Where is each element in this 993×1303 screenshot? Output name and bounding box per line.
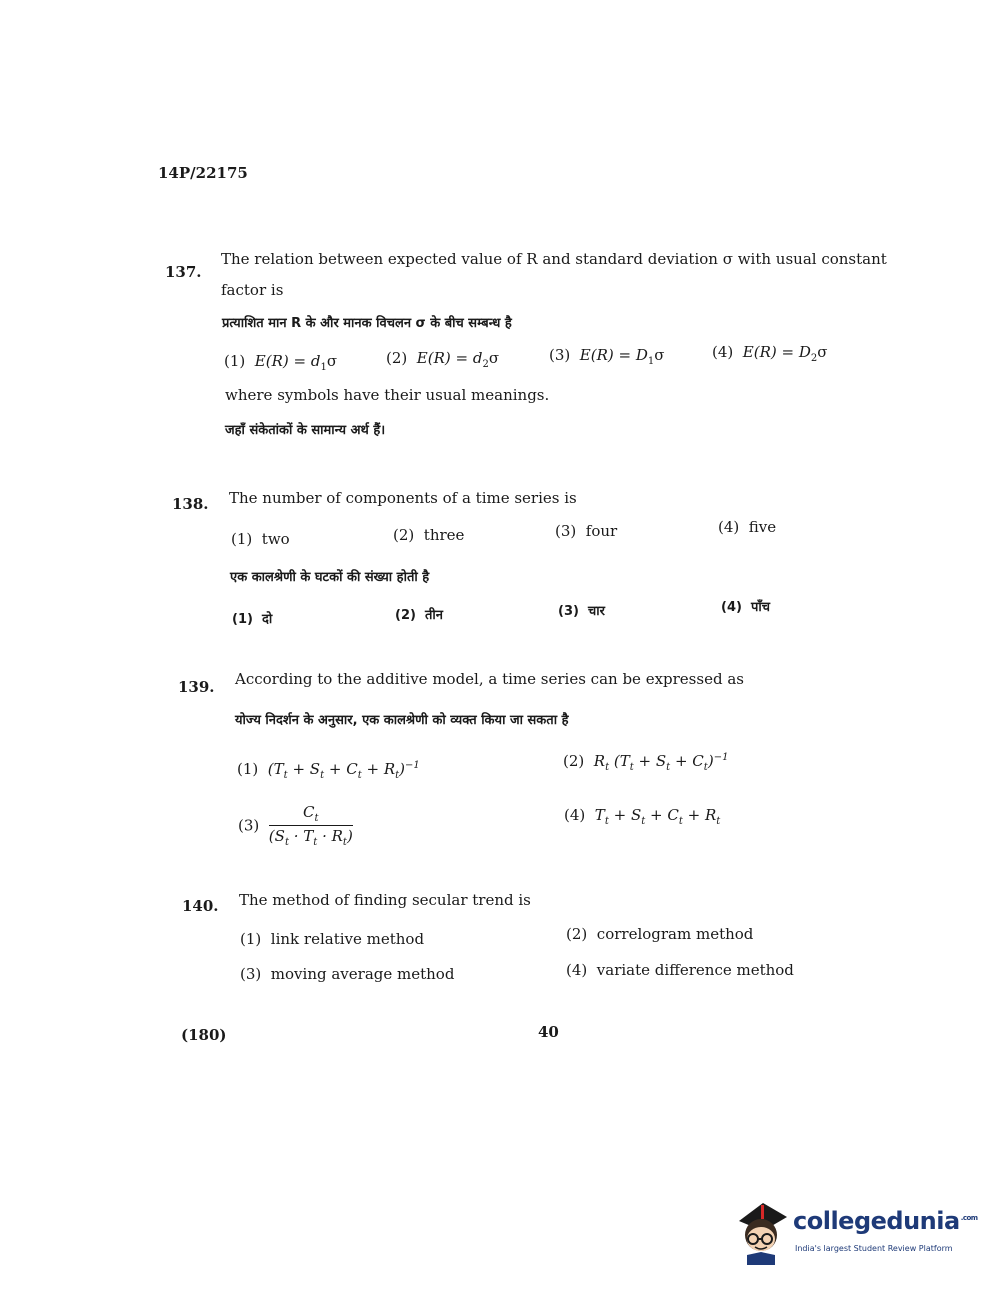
question-number-138: 138. [172,495,209,513]
option-number: (2) [566,925,588,943]
option-sub: 1 [647,356,655,367]
q138-option-hindi-4 [721,597,770,615]
option-expr: E(R) = D [579,346,648,364]
question-number-139: 139. [178,678,215,696]
q139-option-4 [564,806,720,827]
q138-option-hindi-2 [395,605,443,623]
question-137-text-line1: The relation between expected value of R and standard deviation σ with usual constant [221,250,887,268]
option-sub: 1 [320,362,327,373]
option-text: चार [588,604,605,619]
question-140-text: The method of finding secular trend is [239,891,531,909]
logo-suffix: .com [960,1214,978,1222]
collegedunia-logo [733,1195,978,1270]
q139-option-1 [237,760,420,781]
q138-option-hindi-1 [232,609,272,627]
q140-option-1 [240,930,424,948]
option-number: (1) [232,612,253,627]
option-number: (1) [231,530,253,548]
q139-option-3 [238,803,353,848]
question-138-text-hindi: एक कालश्रेणी के घटकों की संख्या होती है [230,570,430,585]
option-number: (3) [549,346,571,364]
question-139-text: According to the additive model, a time series can be expressed as [235,670,744,688]
option-number: (3) [240,965,262,983]
q137-option-2 [386,349,499,370]
option-sym: σ [326,352,338,370]
option-sub: 2 [482,359,489,370]
q140-option-2 [566,925,753,943]
q140-option-3 [240,965,454,983]
option-number: (2) [563,752,585,770]
option-number: (3) [558,604,579,619]
option-expr: E(R) = d [254,352,321,370]
option-number: (2) [393,526,415,544]
option-number: (1) [240,930,262,948]
option-sub: 2 [810,353,818,364]
question-138-text: The number of components of a time series is [229,489,577,507]
option-number: (2) [395,608,416,623]
option-expr: E(R) = d [416,349,483,367]
option-expr: $(T_t + S_t + C_t + R_t)^{-1}$ [267,760,420,781]
option-sym: σ [488,349,500,367]
logo-tagline: India's largest Student Review Platform [795,1244,953,1253]
option-number: (1) [237,760,259,778]
q137-option-4 [712,343,828,364]
option-number: (4) [712,343,734,361]
paper-code: 14P/22175 [158,164,248,182]
option-text: तीन [425,608,443,623]
option-expr: $R_t$ $(T_t + S_t + C_t)^{-1}$ [593,752,729,773]
option-sym: σ [654,346,665,364]
option-expr: E(R) = D [742,343,811,361]
question-139-text-hindi: योज्य निदर्शन के अनुसार, एक कालश्रेणी को व्यक्त किया जा सकता है [235,713,569,728]
q138-option-4 [718,518,776,536]
option-text: दो [262,612,273,627]
question-137-text-hindi: प्रत्याशित मान R के और मानक विचलन σ के बीच सम्बन्ध है [222,316,512,331]
option-text: three [423,526,465,544]
option-expr: $T_t + S_t + C_t + R_t$ [594,806,721,827]
footer-code: (180) [181,1026,227,1044]
option-text: variate difference method [596,961,794,979]
page-number: 40 [538,1023,559,1041]
q137-option-1 [224,352,337,373]
q139-option-2 [563,752,728,773]
fraction-numerator: $C_t$ [269,803,353,826]
option-number: (2) [386,349,408,367]
question-number-137: 137. [165,263,202,281]
option-number: (4) [718,518,740,536]
logo-name: collegedunia [793,1207,960,1235]
q138-option-3 [555,522,617,540]
question-137-note-hindi: जहाँ संकेतांकों के सामान्य अर्थ हैं। [225,423,386,438]
mascot-icon [733,1195,793,1265]
question-137-note: where symbols have their usual meanings. [225,386,550,404]
option-number: (4) [566,961,588,979]
option-text: पाँच [751,600,771,615]
question-137-text-line2: factor is [221,281,284,299]
option-number: (3) [238,816,260,835]
fraction-denominator: $(S_t \cdot T_t \cdot R_t)$ [268,827,353,848]
option-number: (4) [721,600,742,615]
q138-option-1 [231,530,290,548]
question-number-140: 140. [182,897,219,915]
option-text: link relative method [270,930,425,948]
option-text: two [261,530,290,548]
option-sym: σ [817,343,828,361]
q137-option-3 [549,346,665,367]
option-text: five [748,518,777,536]
option-text: moving average method [270,965,455,983]
option-number: (1) [224,352,246,370]
option-text: correlogram method [596,925,754,943]
option-text: four [585,522,618,540]
option-number: (4) [564,806,586,824]
q138-option-2 [393,526,464,544]
option-fraction [269,803,353,848]
q138-option-hindi-3 [558,601,605,619]
q140-option-4 [566,961,794,979]
option-number: (3) [555,522,577,540]
